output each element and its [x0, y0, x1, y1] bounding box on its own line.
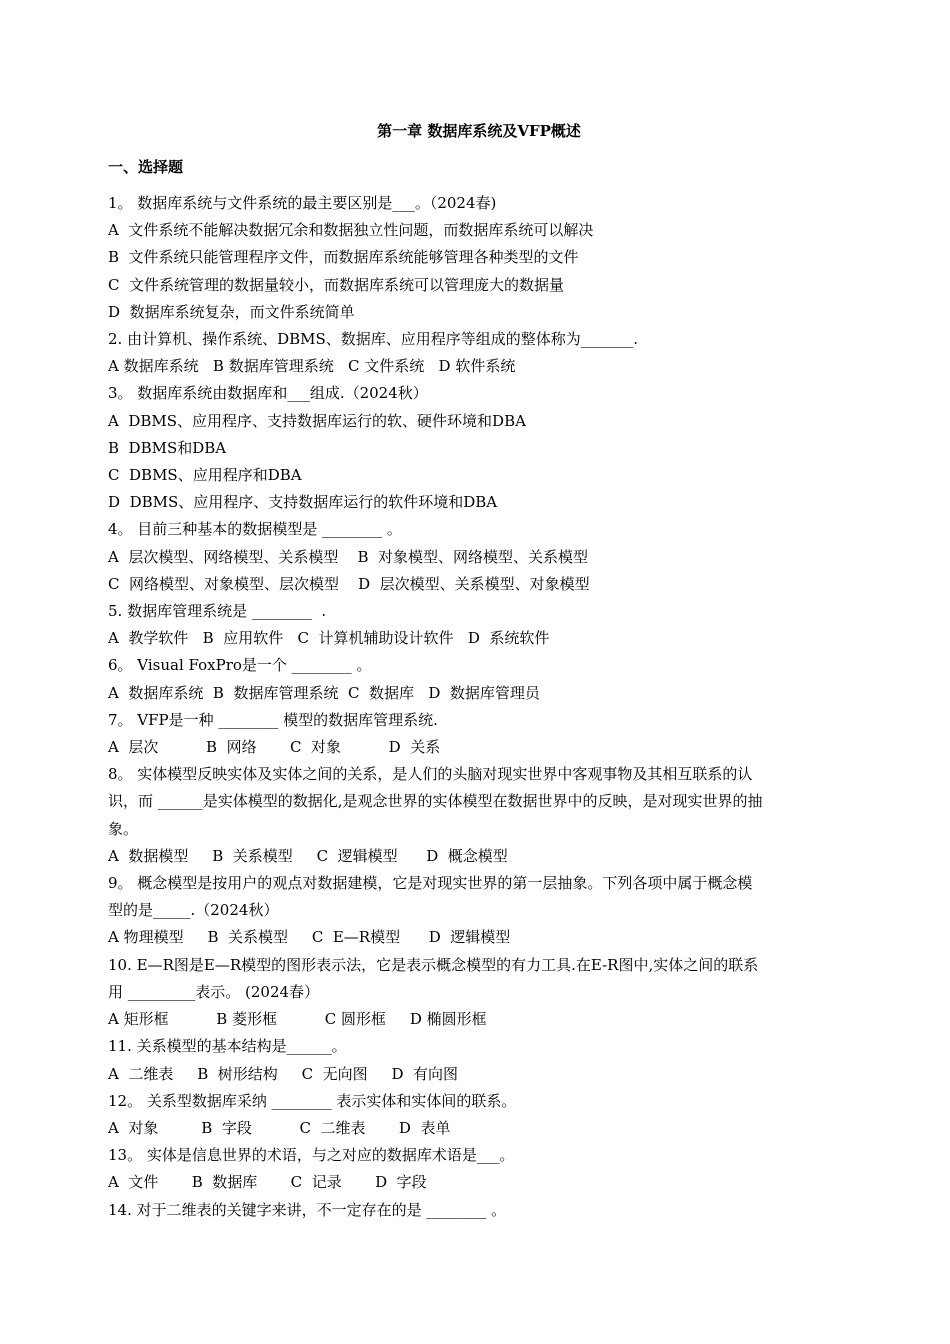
text-line: 7。 VFP是一种 ________ 模型的数据库管理系统. — [108, 710, 438, 729]
text-line: A 数据模型 B 关系模型 C 逻辑模型 D 概念模型 — [108, 846, 508, 865]
text-line: A 层次模型、网络模型、关系模型 B 对象模型、网络模型、关系模型 — [108, 547, 589, 566]
section-heading: 一、选择题 — [108, 158, 184, 176]
text-line: C 网络模型、对象模型、层次模型 D 层次模型、关系模型、对象模型 — [108, 574, 590, 593]
text-line: A 文件系统不能解决数据冗余和数据独立性问题，而数据库系统可以解决 — [108, 221, 594, 240]
text-line: A 对象 B 字段 C 二维表 D 表单 — [108, 1118, 451, 1137]
text-line: 14. 对于二维表的关键字来讲，不一定存在的是 ________ 。 — [108, 1200, 507, 1219]
text-line: A 文件 B 数据库 C 记录 D 字段 — [108, 1173, 427, 1192]
text-line: 11. 关系模型的基本结构是______。 — [108, 1037, 347, 1056]
text-line: A 二维表 B 树形结构 C 无向图 D 有向图 — [108, 1064, 459, 1083]
question-list — [108, 190, 850, 1224]
text-line: 4。 目前三种基本的数据模型是 ________ 。 — [108, 520, 402, 539]
text-line: 1。 数据库系统与文件系统的最主要区别是___。（2024春) — [108, 194, 497, 212]
text-line: C 文件系统管理的数据量较小，而数据库系统可以管理庞大的数据量 — [108, 275, 565, 294]
text-line: A 物理模型 B 关系模型 C E—R模型 D 逻辑模型 — [108, 928, 511, 947]
text-line: 8。 实体模型反映实体及实体之间的关系，是人们的头脑对现实世界中客观事物及其相互联系的认 — [108, 765, 753, 784]
text-line: D DBMS、应用程序、支持数据库运行的软件环境和DBA — [108, 493, 498, 512]
text-line: 象。 — [108, 819, 139, 838]
text-line: 2. 由计算机、操作系统、DBMS、数据库、应用程序等组成的整体称为_______. — [108, 330, 639, 349]
text-line: 3。 数据库系统由数据库和___组成.（2024秋） — [108, 384, 428, 403]
text-line: A DBMS、应用程序、支持数据库运行的软、硬件环境和DBA — [108, 411, 526, 430]
text-line: A 层次 B 网络 C 对象 D 关系 — [108, 738, 441, 757]
text-line: B 文件系统只能管理程序文件，而数据库系统能够管理各种类型的文件 — [108, 248, 579, 267]
text-line: 12。 关系型数据库采纳 ________ 表示实体和实体间的联系。 — [108, 1091, 517, 1110]
text-line: 10. E—R图是E—R模型的图形表示法，它是表示概念模型的有力工具.在E-R图中,实体之间的联系 — [108, 955, 759, 974]
text-line: B DBMS和DBA — [108, 438, 227, 457]
text-line: 9。 概念模型是按用户的观点对数据建模，它是对现实世界的第一层抽象。下列各项中属于概念模 — [108, 874, 753, 893]
text-line: 识，而 ______是实体模型的数据化,是观念世界的实体模型在数据世界中的反映，是对现实世界的抽 — [108, 792, 763, 811]
text-line: A 矩形框 B 菱形框 C 圆形框 D 椭圆形框 — [108, 1010, 487, 1029]
text-line: A 数据库系统 B 数据库管理系统 C 数据库 D 数据库管理员 — [108, 683, 540, 702]
text-line: 5. 数据库管理系统是 ________ . — [108, 602, 327, 621]
text-line: 型的是_____.（2024秋） — [108, 901, 279, 920]
text-line: A 教学软件 B 应用软件 C 计算机辅助设计软件 D 系统软件 — [108, 629, 550, 648]
text-line: A 数据库系统 B 数据库管理系统 C 文件系统 D 软件系统 — [108, 357, 516, 376]
text-line: 用 _________表示。 (2024春） — [108, 982, 320, 1001]
text-line: 6。 Visual FoxPro是一个 ________ 。 — [108, 656, 372, 675]
text-line: 13。 实体是信息世界的术语，与之对应的数据库术语是___。 — [108, 1146, 515, 1165]
text-line: D 数据库系统复杂，而文件系统简单 — [108, 302, 355, 321]
chapter-title: 第一章 数据库系统及VFP概述 — [377, 122, 581, 140]
text-line: C DBMS、应用程序和DBA — [108, 466, 302, 485]
